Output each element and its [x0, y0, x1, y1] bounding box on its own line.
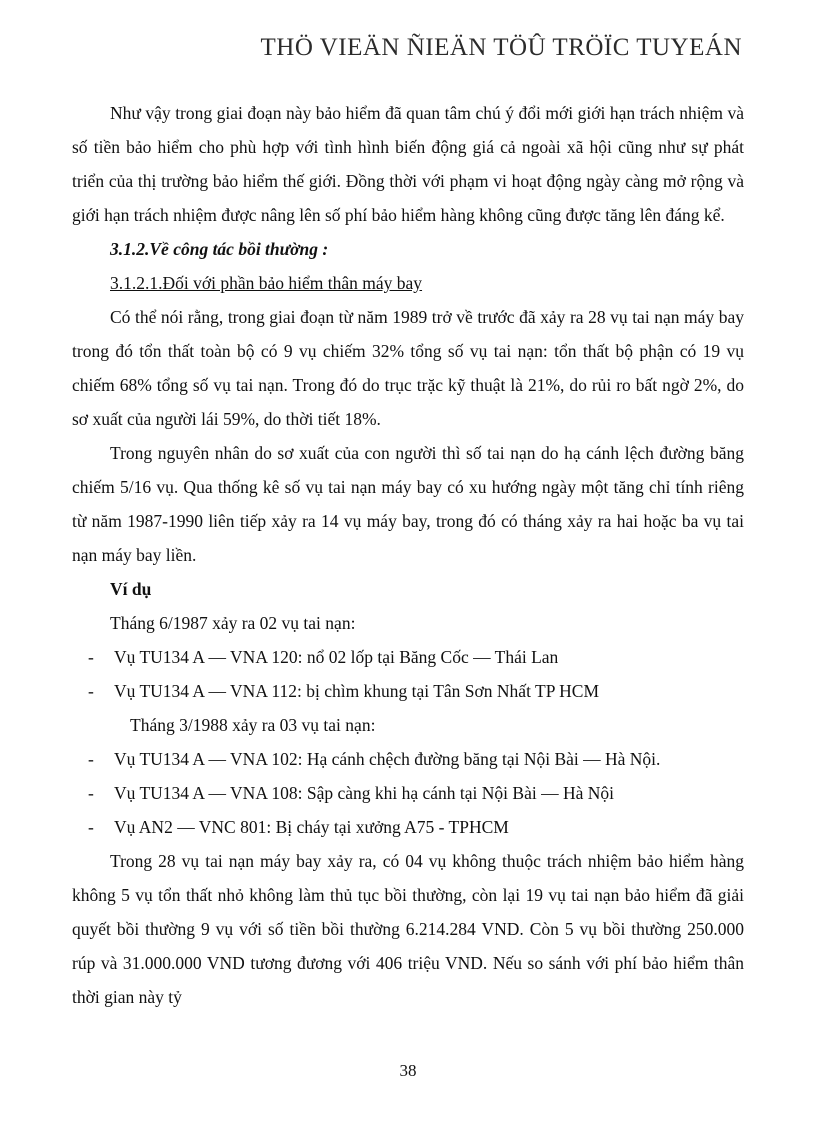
paragraph-1: Như vậy trong giai đoạn này bảo hiểm đã quan tâm chú ý đổi mới giới hạn trách nhiệm và số tiền bảo hiểm cho phù hợp với tình hình biến động giá cả ngoài xã hội cũng như sự phát triển của thị trường bảo hiểm thế giới. Đồng thời với phạm vi hoạt động ngày càng mở rộng và giới hạn trách nhiệm được nâng lên số phí bảo hiểm hàng không cũng được tăng lên đáng kể.	[72, 103, 744, 225]
list-item-text: Vụ TU134 A — VNA 112: bị chìm khung tại Tân Sơn Nhất TP HCM	[114, 681, 600, 701]
document-body	[72, 96, 744, 1014]
paragraph-2: Có thể nói rằng, trong giai đoạn từ năm 1989 trở về trước đã xảy ra 28 vụ tai nạn máy bay trong đó tổn thất toàn bộ có 9 vụ chiếm 32% tổng số vụ tai nạn: tổn thất bộ phận có 19 vụ chiếm 68% tổng số vụ tai nạn. Trong đó do trục trặc kỹ thuật là 21%, do rủi ro bất ngờ 2%, do sơ xuất của người lái 59%, do thời tiết 18%.	[72, 307, 744, 429]
incident-list-2	[72, 742, 744, 844]
page-number: 38	[399, 1061, 417, 1080]
example-label: Ví dụ	[110, 579, 152, 599]
paragraph-4: Trong 28 vụ tai nạn máy bay xảy ra, có 04 vụ không thuộc trách nhiệm bảo hiểm hàng không 5 vụ tổn thất nhỏ không làm thủ tục bồi thường, còn lại 19 vụ tai nạn bảo hiểm đã giải quyết bồi thường 9 vụ với số tiền bồi thường 6.214.284 VND. Còn 5 vụ bồi thường 250.000 rúp và 31.000.000 VND tương đương với 406 triệu VND. Nếu so sánh với phí bảo hiểm thân thời gian này tỷ	[72, 851, 744, 1007]
list-item-text: Vụ AN2 — VNC 801: Bị cháy tại xưởng A75 - TPHCM	[114, 817, 509, 837]
dash-bullet: -	[88, 783, 94, 803]
section-heading-3-1-2-1	[72, 266, 744, 300]
section-heading-3-1-2: 3.1.2.Về công tác bồi thường :	[110, 239, 329, 259]
list-item	[72, 674, 744, 708]
example-date-1: Tháng 6/1987 xảy ra 02 vụ tai nạn:	[110, 613, 356, 633]
example-date-2: Tháng 3/1988 xảy ra 03 vụ tai nạn:	[130, 715, 376, 735]
list-item-text: Vụ TU134 A — VNA 108: Sập càng khi hạ cánh tại Nội Bài — Hà Nội	[114, 783, 614, 803]
paragraph-3: Trong nguyên nhân do sơ xuất của con người thì số tai nạn do hạ cánh lệch đường băng chiếm 5/16 vụ. Qua thống kê số vụ tai nạn máy bay có xu hướng ngày một tăng chỉ tính riêng từ năm 1987-1990 liên tiếp xảy ra 14 vụ máy bay, trong đó có tháng xảy ra hai hoặc ba vụ tai nạn máy bay liền.	[72, 443, 744, 565]
list-item	[72, 776, 744, 810]
list-item	[72, 742, 744, 776]
incident-list-1	[72, 640, 744, 708]
dash-bullet: -	[88, 647, 94, 667]
dash-bullet: -	[88, 681, 94, 701]
section-heading-3-1-2-1-text: 3.1.2.1.Đối với phần bảo hiểm thân máy bay	[110, 273, 423, 293]
list-item	[72, 810, 744, 844]
dash-bullet: -	[88, 749, 94, 769]
list-item-text: Vụ TU134 A — VNA 120: nổ 02 lốp tại Băng Cốc — Thái Lan	[114, 647, 559, 667]
library-watermark: THÖ VIEÄN ÑIEÄN TÖÛ TRÖÏC TUYEÁN	[260, 34, 742, 61]
dash-bullet: -	[88, 817, 94, 837]
list-item	[72, 640, 744, 674]
list-item-text: Vụ TU134 A — VNA 102: Hạ cánh chệch đường băng tại Nội Bài — Hà Nội.	[114, 749, 661, 769]
